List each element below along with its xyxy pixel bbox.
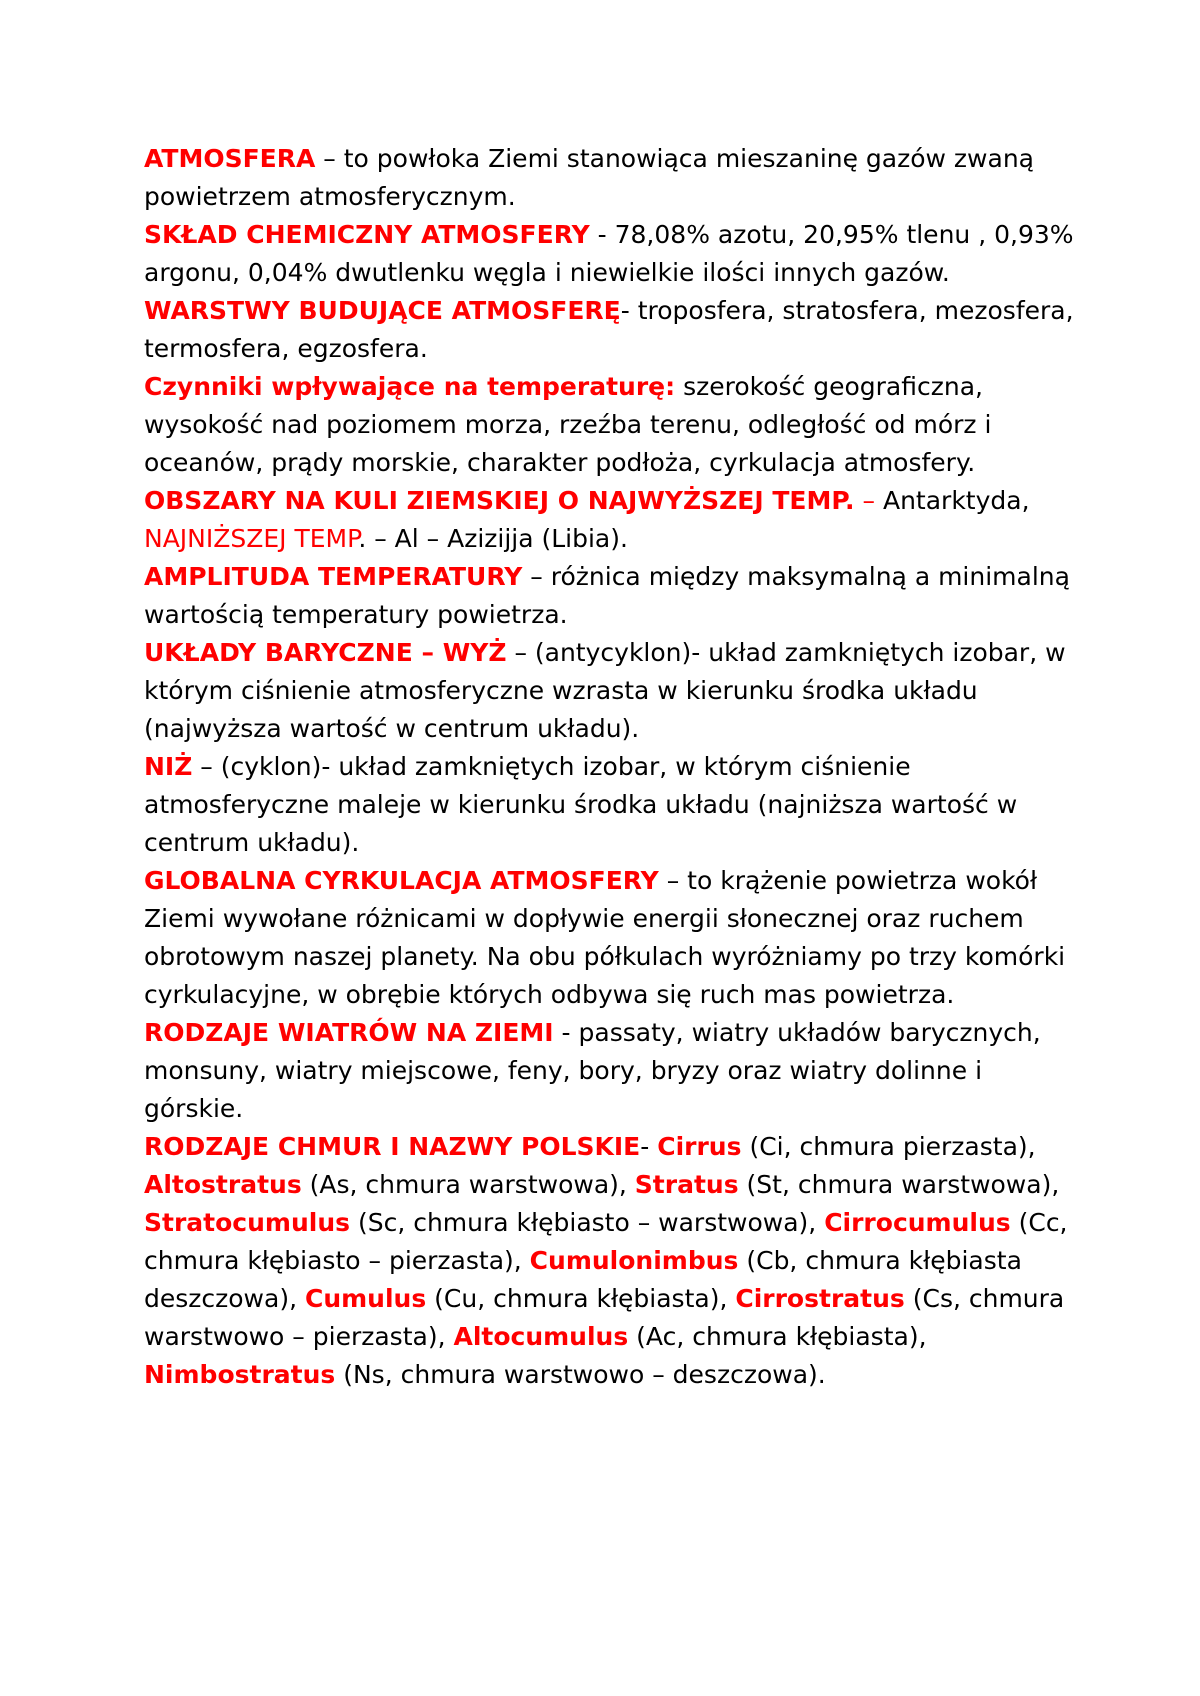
paragraph — [144, 482, 1074, 558]
text-run: – to krążenie powietrza wokół Ziemi wywołane różnicami w dopływie energii słonecznej oraz ruchem obrotowym naszej planety. Na obu półkulach wyróżniamy po trzy komórki cyrkulacyjne, w obrębie których odbywa się ruch mas powietrza. — [144, 866, 1066, 1009]
highlighted-term: GLOBALNA CYRKULACJA ATMOSFERY — [144, 866, 659, 895]
paragraph — [144, 292, 1074, 368]
red-text-run: – — [854, 486, 883, 515]
highlighted-term: Cumulus — [304, 1284, 427, 1313]
text-run: (Ci, chmura pierzasta), — [741, 1132, 1036, 1161]
text-run: – różnica między maksymalną a minimalną wartością temperatury powietrza. — [144, 562, 1070, 629]
highlighted-term: Stratus — [634, 1170, 739, 1199]
paragraph — [144, 216, 1074, 292]
text-run: (Cb, chmura kłębiasta deszczowa), — [144, 1246, 1022, 1313]
text-run: – (antycyklon)- układ zamkniętych izobar, w którym ciśnienie atmosferyczne wzrasta w kierunku środka układu (najwyższa wartość w centrum układu). — [144, 638, 1066, 743]
highlighted-term: OBSZARY NA KULI ZIEMSKIEJ O NAJWYŻSZEJ TEMP. — [144, 486, 855, 515]
text-run: – to powłoka Ziemi stanowiąca mieszaninę gazów zwaną powietrzem atmosferycznym. — [144, 144, 1034, 211]
highlighted-term: RODZAJE WIATRÓW NA ZIEMI — [144, 1018, 554, 1047]
text-run: szerokość geograficzna, wysokość nad poziomem morza, rzeźba terenu, odległość od mórz i oceanów, prądy morskie, charakter podłoża, cyrkulacja atmosfery. — [144, 372, 992, 477]
highlighted-term: NIŻ — [144, 752, 193, 781]
highlighted-term: UKŁADY BARYCZNE – WYŻ — [144, 638, 507, 667]
highlighted-term: AMPLITUDA TEMPERATURY — [144, 562, 523, 591]
text-run: (Cc, chmura kłębiasto – pierzasta), — [144, 1208, 1068, 1275]
highlighted-term: Nimbostratus — [144, 1360, 336, 1389]
highlighted-term: Altocumulus — [453, 1322, 629, 1351]
highlighted-term: Czynniki wpływające na temperaturę: — [144, 372, 676, 401]
highlighted-term: Altostratus — [144, 1170, 302, 1199]
highlighted-term: RODZAJE CHMUR I NAZWY POLSKIE — [144, 1132, 641, 1161]
text-run: Antarktyda, — [882, 486, 1030, 515]
paragraph — [144, 1014, 1074, 1128]
paragraph — [144, 140, 1074, 216]
text-run: - — [640, 1132, 658, 1161]
highlighted-term: Cirrocumulus — [824, 1208, 1011, 1237]
red-text-run: NAJNIŻSZEJ TEMP — [144, 524, 359, 553]
text-run: - 78,08% azotu, 20,95% tlenu , 0,93% argonu, 0,04% dwutlenku węgla i niewielkie ilości innych gazów. — [144, 220, 1074, 287]
text-run: - passaty, wiatry układów barycznych, monsuny, wiatry miejscowe, feny, bory, bryzy oraz wiatry dolinne i górskie. — [144, 1018, 1041, 1123]
text-run: (As, chmura warstwowa), — [301, 1170, 635, 1199]
text-run: (Ac, chmura kłębiasta), — [628, 1322, 927, 1351]
paragraph — [144, 368, 1074, 482]
text-run: (St, chmura warstwowa), — [738, 1170, 1060, 1199]
highlighted-term: Cirrostratus — [735, 1284, 905, 1313]
document-body — [144, 140, 1074, 1394]
paragraph — [144, 748, 1074, 862]
paragraph — [144, 862, 1074, 1014]
highlighted-term: ATMOSFERA — [144, 144, 316, 173]
text-run: . – Al – Azizijja (Libia). — [358, 524, 628, 553]
paragraph — [144, 1128, 1074, 1394]
paragraph — [144, 558, 1074, 634]
text-run: - troposfera, stratosfera, mezosfera, termosfera, egzosfera. — [144, 296, 1074, 363]
highlighted-term: Cumulonimbus — [529, 1246, 739, 1275]
paragraph — [144, 634, 1074, 748]
text-run: (Cs, chmura warstwowo – pierzasta), — [144, 1284, 1065, 1351]
highlighted-term: WARSTWY BUDUJĄCE ATMOSFERĘ — [144, 296, 621, 325]
highlighted-term: Cirrus — [657, 1132, 742, 1161]
highlighted-term: Stratocumulus — [144, 1208, 350, 1237]
text-run: (Ns, chmura warstwowo – deszczowa). — [335, 1360, 826, 1389]
text-run: – (cyklon)- układ zamkniętych izobar, w którym ciśnienie atmosferyczne maleje w kierunku środka układu (najniższa wartość w centrum układu). — [144, 752, 1018, 857]
highlighted-term: SKŁAD CHEMICZNY ATMOSFERY — [144, 220, 590, 249]
text-run: (Cu, chmura kłębiasta), — [426, 1284, 736, 1313]
text-run: (Sc, chmura kłębiasto – warstwowa), — [350, 1208, 825, 1237]
